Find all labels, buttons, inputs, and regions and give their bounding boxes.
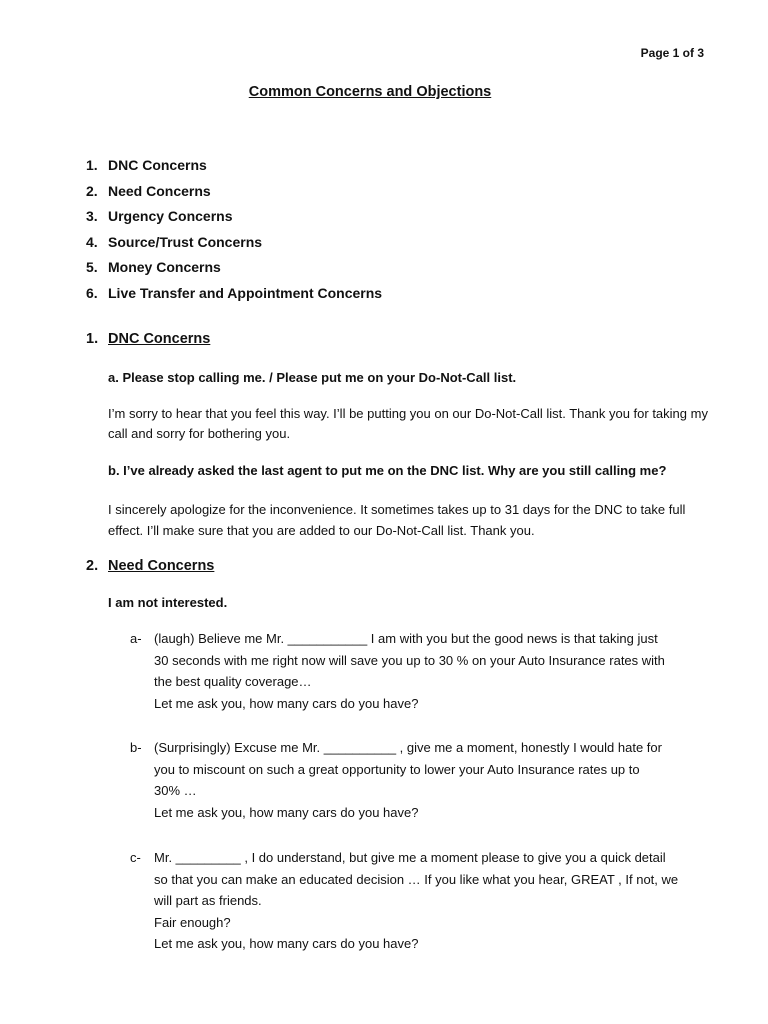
toc-number: 4. (86, 233, 98, 250)
option-line: you to miscount on such a great opportunity to lower your Auto Insurance rates up to (154, 761, 640, 777)
toc-item (86, 155, 382, 181)
option-marker: c- (130, 850, 141, 865)
option-line: will part as friends. (154, 893, 262, 908)
option-line: (Surprisingly) Excuse me Mr. __________ , give me a moment, honestly I would hate for (154, 740, 662, 755)
option-line: the best quality coverage… (154, 674, 312, 689)
toc-item (86, 181, 382, 207)
toc-number: 1. (86, 157, 98, 173)
option-line: 30 seconds with me right now will save you up to 30 % on your Auto Insurance rates with (154, 652, 665, 668)
toc-item (86, 257, 382, 283)
section-title: DNC Concerns (108, 331, 211, 347)
toc-number: 3. (86, 208, 98, 224)
question-a: a. Please stop calling me. / Please put me on your Do-Not-Call list. (108, 370, 517, 385)
response-option (130, 847, 720, 955)
option-line: Let me ask you, how many cars do you have? (154, 695, 419, 711)
toc-number: 2. (86, 182, 98, 199)
toc-number: 5. (86, 259, 98, 275)
option-line: (laugh) Believe me Mr. ___________ I am with you but the good news is that taking just (154, 631, 658, 646)
option-line: Mr. _________ , I do understand, but give me a moment please to give you a quick detail (154, 850, 666, 865)
page-number: Page 1 of 3 (640, 46, 704, 60)
answer-b: I sincerely apologize for the inconvenience. It sometimes takes up to 31 days for the DNC to take full effect. I’ll make sure that you are added to our Do-Not-Call list. Thank you. (108, 502, 686, 538)
toc-label: Live Transfer and Appointment Concerns (108, 284, 383, 301)
toc-label: Source/Trust Concerns (108, 233, 263, 250)
response-option (130, 628, 720, 714)
toc-item (86, 232, 382, 258)
option-marker: a- (130, 631, 142, 646)
section-heading-need (86, 558, 214, 574)
option-line: 30% … (154, 783, 197, 798)
response-option (130, 737, 720, 823)
objection-prompt: I am not interested. (108, 595, 228, 610)
option-line: Let me ask you, how many cars do you have? (154, 936, 419, 951)
option-line: so that you can make an educated decision … If you like what you hear, GREAT , If not, we (154, 871, 679, 887)
table-of-contents (86, 155, 382, 308)
document-title: Common Concerns and Objections (248, 84, 492, 100)
answer-a: I’m sorry to hear that you feel this way. I’ll be putting you on our Do-Not-Call list. Thank you for taking my call and sorry for bothering you. (108, 406, 708, 441)
toc-label: Money Concerns (108, 259, 221, 275)
toc-label: DNC Concerns (108, 157, 207, 173)
section-number: 2. (86, 558, 99, 574)
option-marker: b- (130, 740, 142, 755)
toc-label: Need Concerns (108, 182, 211, 199)
section-heading-dnc (86, 331, 210, 347)
toc-label: Urgency Concerns (108, 208, 233, 224)
toc-item (86, 206, 382, 232)
option-line: Let me ask you, how many cars do you have? (154, 804, 419, 820)
option-line: Fair enough? (154, 914, 231, 930)
section-number: 1. (86, 331, 99, 347)
toc-number: 6. (86, 284, 98, 301)
section-title: Need Concerns (108, 558, 215, 574)
question-b: b. I’ve already asked the last agent to put me on the DNC list. Why are you still calling me? (108, 463, 667, 478)
toc-item (86, 283, 382, 309)
